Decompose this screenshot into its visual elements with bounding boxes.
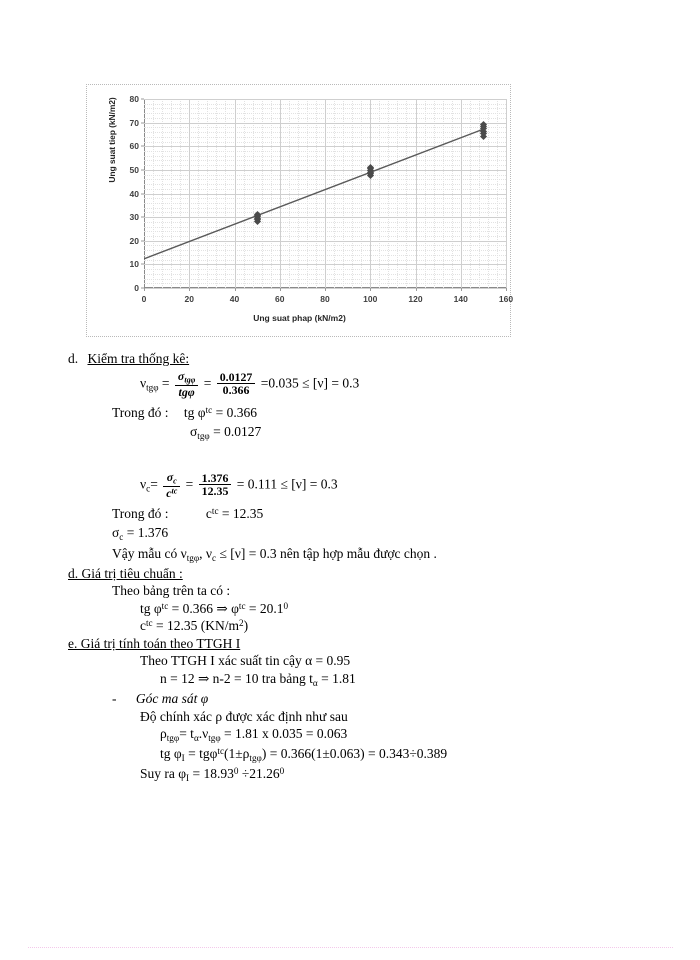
eq1-where-2-lhs: σ: [190, 423, 198, 439]
eq1-where-label: Trong đó :: [112, 405, 169, 421]
conclusion-mid: , ν: [199, 545, 213, 561]
eq1-frac2-numerator: 0.0127: [217, 371, 256, 384]
chart-x-tick-label: 60: [275, 294, 285, 304]
e-tgphiI-sub1: I: [181, 753, 185, 764]
chart-x-tick-label: 120: [408, 294, 423, 304]
chart-x-axis-title: Ung suat phap (kN/m2): [253, 313, 346, 323]
eq1-where-2-sub: tgφ: [197, 430, 210, 441]
e-suyra-a: Suy ra φ: [140, 766, 187, 782]
document-body: [0, 352, 700, 787]
conclusion-sub-c: c: [212, 552, 217, 563]
chart-y-tick-label: 70: [129, 117, 139, 128]
e-rho-sub1: tgφ: [166, 732, 180, 743]
eq2-lhs-var: ν: [140, 476, 147, 491]
eq2-fraction-sigma-over-c: [163, 471, 180, 500]
e-rho-sub2: α: [193, 732, 199, 743]
chart-y-tick-label: 20: [129, 235, 139, 246]
eq2-equals-2: =: [185, 476, 194, 491]
e-suyra-sup2: 0: [279, 766, 285, 777]
heading-kiem-tra-thong-ke: [0, 352, 700, 366]
e-rho-a: ρ: [160, 726, 167, 742]
eq1-where-line-1: [0, 406, 700, 420]
eq2-equals-1: =: [150, 476, 158, 491]
e-n-b: = 1.81: [317, 670, 356, 686]
chart-trendline: [144, 99, 506, 288]
e-n-a: n = 12 ⇒ n-2 = 10 tra bảng t: [160, 670, 313, 686]
eq2-where-2-sub: c: [119, 531, 124, 542]
conclusion-line: [0, 547, 700, 563]
e-line-rho-tgphi: [0, 727, 700, 743]
e-suyra-sub: I: [186, 773, 190, 784]
e-rho-d: = 1.81 x 0.035 = 0.063: [220, 726, 348, 742]
chart-x-tick-mark: [280, 288, 281, 291]
eq2-frac2-denominator: 12.35: [201, 484, 229, 499]
d2-c-a: c: [140, 618, 146, 634]
d2-tgphi-sup3: 0: [283, 601, 289, 612]
chart-y-axis-title: Ung suat tiep (kN/m2): [107, 97, 117, 183]
e-tgphiI-d: ) = 0.366(1±0.063) = 0.343÷0.389: [261, 746, 448, 762]
e-xacsuat-b: = 0.95: [312, 653, 351, 669]
d2-tgphi-c: = 20.1: [248, 600, 284, 616]
equation-nu-c: [0, 471, 700, 500]
d2-c-b: = 12.35 (KN/m: [152, 618, 239, 634]
chart-inner: [87, 85, 514, 336]
chart-y-tick-label: 40: [129, 188, 139, 199]
eq1-where-1-sup: tc: [205, 405, 213, 416]
conclusion-prefix: Vậy mẫu có ν: [112, 545, 187, 561]
e-line-tgphi-I: [0, 747, 700, 763]
chart-x-tick-mark: [370, 288, 371, 291]
e-suyra-b: = 18.93: [189, 766, 234, 782]
eq1-where-1-value: = 0.366: [215, 405, 257, 421]
chart-figure: [86, 84, 514, 337]
e-tgphiI-c: (1±ρ: [224, 746, 250, 762]
eq1-equals-1: =: [161, 374, 170, 390]
chart-x-tick-label: 20: [184, 294, 194, 304]
eq1-fraction-sigma-over-tgphi: [175, 370, 198, 399]
eq1-frac1-numerator: $\sigma_{tg\varphi}$: [175, 370, 198, 386]
e-tgphiI-sub2: tgφ: [249, 753, 262, 764]
heading-gia-tri-tieu-chuan: [0, 567, 700, 581]
e-rho-sub3: tgφ: [208, 732, 221, 743]
eq2-frac1-denominator: $c^{tc}$: [166, 485, 178, 500]
chart-x-tick-mark: [506, 288, 507, 291]
conclusion-sub-tgphi: tgφ: [186, 552, 200, 563]
eq2-where-line-1: [0, 507, 700, 521]
eq2-where-1-value: = 12.35: [221, 506, 264, 522]
eq2-where-line-2: [0, 526, 700, 542]
chart-plot-area: [129, 94, 514, 304]
d2-tgphi-sup1: tc: [161, 601, 169, 612]
e-line-n-tra-bang: [0, 672, 700, 688]
e-line-suy-ra-phi: [0, 767, 700, 783]
eq1-frac2-denominator: 0.366: [222, 383, 250, 398]
chart-x-tick-mark: [325, 288, 326, 291]
e-suyra-c: ÷21.26: [238, 766, 280, 782]
chart-gridline-v: [506, 99, 507, 288]
chart-x-tick-label: 100: [363, 294, 378, 304]
eq2-where-label: Trong đó :: [112, 506, 169, 522]
chart-x-tick-label: 0: [141, 294, 147, 304]
eq1-equals-2: =: [203, 374, 212, 390]
chart-y-tick-label: 60: [129, 141, 139, 152]
e-rho-b: = t: [179, 726, 194, 742]
heading-gia-tri-tinh-toan: [0, 637, 700, 651]
eq2-fraction-values: [199, 472, 232, 498]
eq2-where-1-sup: tc: [211, 506, 219, 517]
e-tgphiI-sup1: tc: [217, 746, 225, 757]
chart-x-tick-label: 160: [498, 294, 514, 304]
d2-line-c: [0, 619, 700, 633]
chart-y-tick-label: 30: [129, 212, 139, 223]
d2-c-c: ): [243, 618, 249, 634]
e-bullet-goc-ma-sat: [0, 692, 700, 706]
heading-d-text: Kiểm tra thống kê:: [87, 351, 190, 366]
e-line-xac-suat: [0, 654, 700, 668]
footer-divider: [28, 947, 673, 948]
e-xacsuat-alpha: α: [305, 653, 313, 669]
heading-d2-text: d. Giá trị tiêu chuẩn :: [68, 565, 183, 581]
heading-d-prefix: d.: [68, 351, 79, 366]
eq2-lhs-sub: c: [146, 482, 151, 493]
eq1-lhs-var: ν: [140, 374, 147, 390]
chart-x-tick-label: 40: [229, 294, 240, 304]
eq2-result: = 0.111 ≤ [ν] = 0.3: [236, 476, 338, 491]
eq1-where-2-value: = 0.0127: [213, 423, 262, 439]
eq1-where-1-lhs: tg φ: [183, 405, 206, 421]
d2-c-sup2: 2: [238, 618, 244, 629]
chart-y-tick-label: 50: [129, 164, 139, 175]
eq2-where-2-lhs: σ: [112, 524, 120, 540]
eq1-fraction-values: [217, 371, 256, 397]
chart-x-tick-mark: [461, 288, 462, 291]
e-suyra-sup1: 0: [233, 766, 239, 777]
eq2-frac1-numerator: $\sigma_c$: [163, 471, 180, 487]
e-tgphiI-a: tg φ: [160, 746, 182, 762]
d2-tgphi-sup2: tc: [238, 601, 246, 612]
e-line-do-chinh-xac: Độ chính xác ρ được xác định như sau: [140, 708, 348, 724]
d2-tgphi-b: = 0.366 ⇒ φ: [171, 600, 239, 616]
d2-c-sup1: tc: [146, 618, 153, 629]
eq2-where-2-value: = 1.376: [126, 524, 169, 540]
d2-line-theo-bang: Theo bảng trên ta có :: [112, 583, 231, 599]
heading-e-text: e. Giá trị tính toán theo TTGH I: [68, 635, 241, 651]
conclusion-suffix: ≤ [ν] = 0.3 nên tập hợp mẫu được chọn .: [216, 545, 437, 561]
chart-x-tick-mark: [416, 288, 417, 291]
chart-y-tick-label: 0: [134, 283, 139, 293]
e-xacsuat-a: Theo TTGH I xác suất tin cậy: [140, 653, 306, 669]
e-rho-c: .ν: [198, 726, 209, 742]
eq1-frac1-denominator: tgφ: [178, 384, 195, 399]
eq1-where-line-2: [0, 425, 700, 441]
e-tgphiI-b: = tgφ: [184, 746, 218, 762]
chart-x-tick-mark: [189, 288, 190, 291]
d2-line-tgphi: [0, 602, 700, 616]
d2-tgphi-a: tg φ: [140, 600, 162, 616]
chart-x-tick-label: 80: [320, 294, 330, 304]
equation-nu-tgphi: [0, 370, 700, 399]
chart-x-tick-mark: [235, 288, 236, 291]
eq2-where-1-lhs: c: [205, 506, 212, 522]
chart-x-tick-mark: [144, 288, 145, 291]
eq1-result: =0.035 ≤ [ν] = 0.3: [260, 374, 360, 390]
eq2-frac2-numerator: 1.376: [199, 472, 232, 485]
chart-y-tick-label: 80: [129, 94, 139, 104]
chart-y-tick-label: 10: [129, 259, 139, 270]
eq1-lhs-sub: tgφ: [146, 381, 159, 392]
e-bullet-label: Góc ma sát φ: [135, 691, 209, 707]
chart-x-tick-label: 140: [453, 294, 468, 304]
e-bullet-dash: -: [112, 691, 117, 707]
e-n-sub: α: [312, 677, 318, 688]
